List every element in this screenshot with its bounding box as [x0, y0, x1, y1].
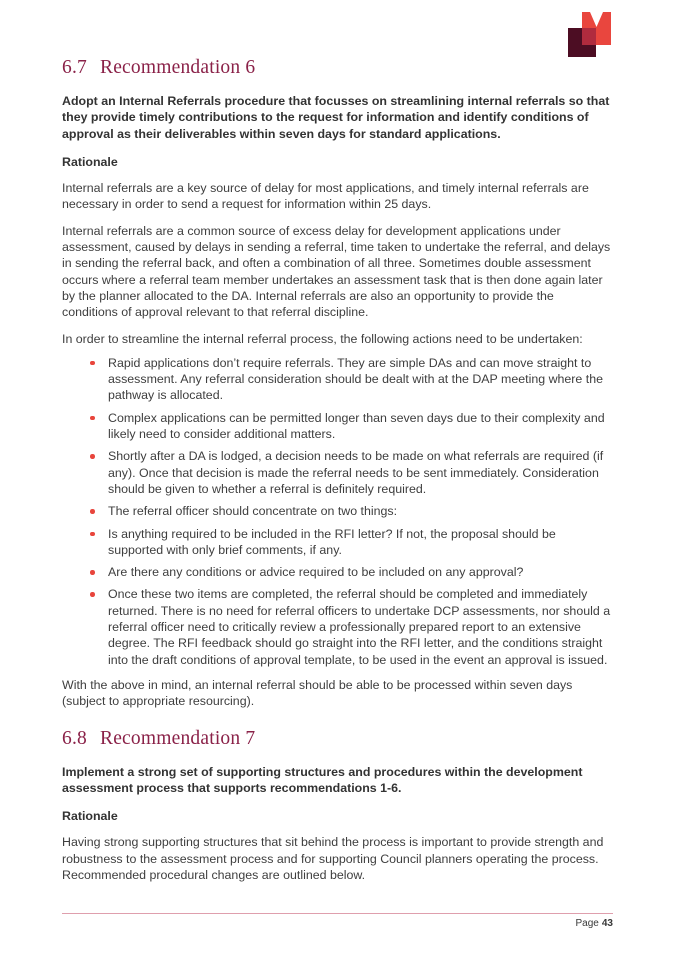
section-heading-6-7 [62, 55, 613, 80]
page-content [62, 0, 613, 883]
list-item: Is anything required to be included in the RFI letter? If not, the proposal should be supported with only brief comments, if any. [62, 526, 613, 559]
body-paragraph: Having strong supporting structures that sit behind the process is important to provide strength and robustness to the assessment process and for supporting Council planners operating the process. Recommended procedural changes are outlined below. [62, 835, 604, 882]
rationale-label: Rationale [62, 154, 118, 169]
page-number-footer [576, 918, 613, 929]
heading-number: 6.8 [62, 727, 87, 749]
page-label: Page [575, 918, 599, 929]
list-item: The referral officer should concentrate on two things: [62, 503, 613, 519]
page-number: 43 [601, 918, 613, 929]
body-paragraph: Internal referrals are a common source of excess delay for development applications under assessment, caused by delays in sending a referral, time taken to undertake the referral, and delays in sending the referral back, and often a combination of all three. Sometimes double assessment occurs where a referral team member undertakes an assessment task that is then done again later by the planner allocated to the DA. Internal referrals are also an opportunity to provide the conditions of approval relevant to that referral discipline. [62, 223, 611, 320]
closing-paragraph: With the above in mind, an internal referral should be able to be processed within seven days (subject to appropriate resourcing). [62, 677, 573, 709]
section-heading-6-8 [62, 726, 613, 751]
list-item: Complex applications can be permitted longer than seven days due to their complexity and likely need to consider additional matters. [62, 410, 613, 443]
heading-title: Recommendation 7 [99, 727, 256, 749]
list-item: Are there any conditions or advice required to be included on any approval? [62, 564, 613, 580]
list-item: Shortly after a DA is lodged, a decision needs to be made on what referrals are required (if any). Once that decision is made the referral needs to be sent immediately. Consideration should be given to whether a referral is definitely required. [62, 448, 613, 497]
body-paragraph: In order to streamline the internal referral process, the following actions need to be undertaken: [62, 331, 583, 346]
list-item: Rapid applications don’t require referrals. They are simple DAs and can move straight to assessment. Any referral consideration should be dealt with at the DAP meeting where the pathway is allocated. [62, 355, 613, 404]
heading-number: 6.7 [62, 57, 87, 78]
body-paragraph: Internal referrals are a key source of delay for most applications, and timely internal referrals are necessary in order to send a request for information within 25 days. [62, 181, 589, 212]
rationale-label: Rationale [62, 809, 118, 824]
recommendation-lead: Adopt an Internal Referrals procedure that focusses on streamlining internal referrals so that they provide timely contributions to the request for information and identify conditions of approval as their deliverables within seven days for standard applications. [62, 94, 610, 141]
recommendation-lead: Implement a strong set of supporting structures and procedures within the development assessment process that supports recommendations 1-6. [62, 764, 583, 795]
heading-title: Recommendation 6 [99, 57, 256, 78]
footer-divider [62, 913, 613, 914]
actions-bullet-list [62, 355, 613, 668]
list-item: Once these two items are completed, the referral should be completed and immediately returned. There is no need for referral officers to undertake DCP assessments, nor should a referral officer need to critically review a professionally prepared report to an extensive degree. The RFI feedback should go straight into the RFI letter, and the conditions straight into the draft conditions of approval template, to be used in the event an approval is issued. [62, 586, 613, 667]
